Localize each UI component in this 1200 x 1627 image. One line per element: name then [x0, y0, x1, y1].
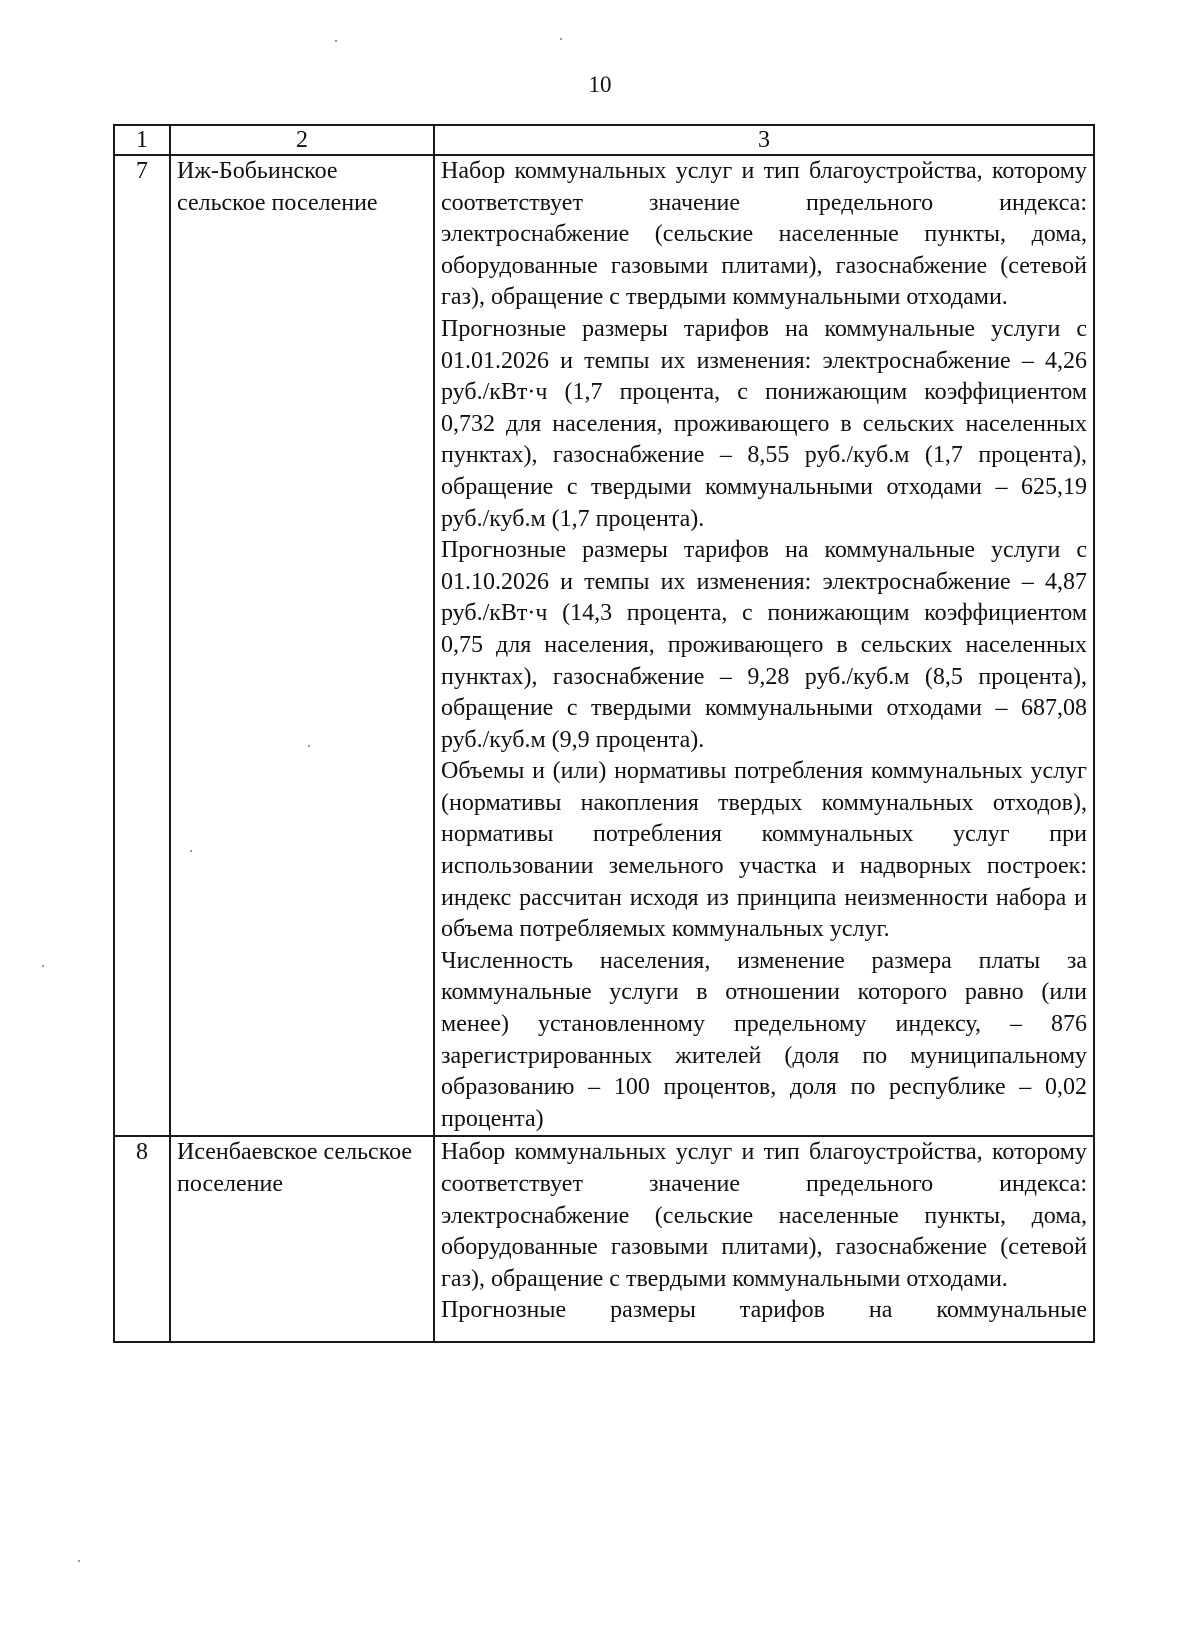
- column-header-1: 1: [114, 125, 170, 155]
- row-description: [434, 1136, 1094, 1342]
- column-header-2: 2: [170, 125, 434, 155]
- scan-speck: [335, 40, 337, 42]
- table-row: [114, 155, 1094, 1136]
- description-paragraph: Прогнозные размеры тарифов на коммунальные: [441, 1297, 1087, 1324]
- description-paragraph: Прогнозные размеры тарифов на коммунальные услуги с 01.10.2026 и темпы их изменения: электроснабжение – 4,87 руб./кВт·ч (14,3 процента, с понижающим коэффициентом 0,75 для населения, проживающего в сельских населенных пунктах), газоснабжение – 9,28 руб./куб.м (8,5 процента), обращение с твердыми коммунальными отходами – 687,08 руб./куб.м (9,9 процента).: [441, 537, 1087, 753]
- column-header-3: 3: [434, 125, 1094, 155]
- scan-speck: [42, 965, 44, 967]
- scan-speck: [308, 745, 310, 747]
- description-paragraph: Объемы и (или) нормативы потребления коммунальных услуг (нормативы накопления твердых коммунальных отходов), нормативы потребления коммунальных услуг при использовании земельного участка и надворных построек: индекс рассчитан исходя из принципа неизменности набора и объема потребляемых коммунальных услуг.: [441, 758, 1087, 943]
- tariff-table: [113, 124, 1095, 1343]
- row-number: 7: [114, 155, 170, 1136]
- settlement-name: Иж-Бобьинское сельское поселение: [170, 155, 434, 1136]
- table-header-row: [114, 125, 1094, 155]
- description-paragraph: Прогнозные размеры тарифов на коммунальные услуги с 01.01.2026 и темпы их изменения: электроснабжение – 4,26 руб./кВт·ч (1,7 процента, с понижающим коэффициентом 0,732 для населения, проживающего в сельских населенных пунктах), газоснабжение – 8,55 руб./куб.м (1,7 процента), обращение с твердыми коммунальными отходами – 625,19 руб./куб.м (1,7 процента).: [441, 315, 1087, 532]
- scan-speck: [78, 1560, 80, 1562]
- settlement-name: Исенбаевское сельское поселение: [170, 1136, 434, 1342]
- description-paragraph: Набор коммунальных услуг и тип благоустройства, которому соответствует значение предельного индекса: электроснабжение (сельские населенные пункты, дома, оборудованные газовыми плитами), газоснабжение (сетевой газ), обращение с твердыми коммунальными отходами.: [441, 1139, 1087, 1292]
- row-number: 8: [114, 1136, 170, 1342]
- scan-speck: [190, 850, 192, 852]
- table-row: [114, 1136, 1094, 1342]
- description-paragraph: Набор коммунальных услуг и тип благоустройства, которому соответствует значение предельного индекса: электроснабжение (сельские населенные пункты, дома, оборудованные газовыми плитами), газоснабжение (сетевой газ), обращение с твердыми коммунальными отходами.: [441, 158, 1087, 311]
- page-number: 10: [588, 72, 612, 97]
- description-paragraph: Численность населения, изменение размера платы за коммунальные услуги в отношении которого равно (или менее) установленному предельному индексу, – 876 зарегистрированных жителей (доля по муниципальному образованию – 100 процентов, доля по республике – 0,02 процента): [441, 947, 1087, 1132]
- scan-speck: [560, 38, 562, 40]
- row-description: [434, 155, 1094, 1136]
